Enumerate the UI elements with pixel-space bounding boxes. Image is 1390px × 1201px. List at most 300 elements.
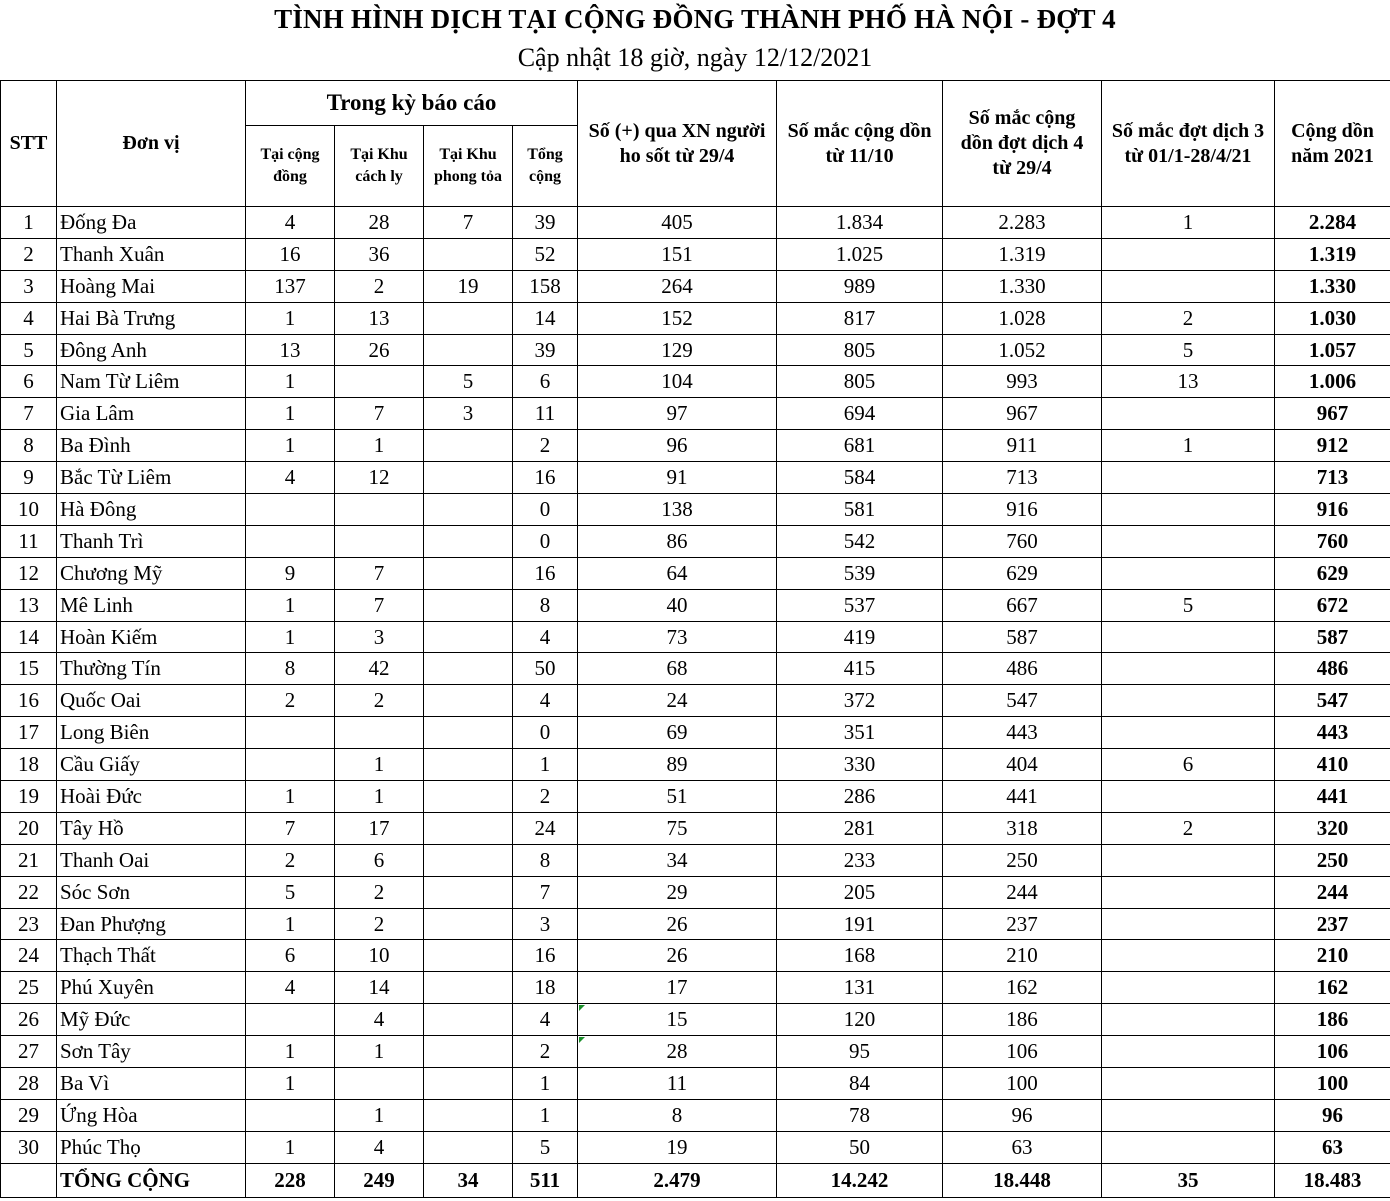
cell-fever-positive: 28: [578, 1036, 777, 1068]
cell-wave4-cumulative: 186: [943, 1004, 1102, 1036]
cell-subtotal: 16: [513, 557, 578, 589]
cell-lockdown: [424, 462, 513, 494]
cell-unit: Ba Đình: [57, 430, 246, 462]
cell-fever-positive: 51: [578, 781, 777, 813]
cell-wave3: 5: [1102, 589, 1275, 621]
cell-lockdown: 3: [424, 398, 513, 430]
cell-cumulative-1110: 1.834: [777, 207, 943, 239]
cell-stt: [1, 1163, 57, 1197]
cell-stt: 2: [1, 238, 57, 270]
cell-subtotal: 39: [513, 207, 578, 239]
cell-unit: Thường Tín: [57, 653, 246, 685]
cell-fever-positive: 89: [578, 749, 777, 781]
cell-stt: 29: [1, 1099, 57, 1131]
cell-cumulative-1110: 50: [777, 1131, 943, 1163]
cell-wave3: 35: [1102, 1163, 1275, 1197]
cell-year-total: 629: [1275, 557, 1390, 589]
cell-community: 5: [246, 876, 335, 908]
cell-wave3: [1102, 525, 1275, 557]
cell-wave3: [1102, 717, 1275, 749]
cell-unit: Thanh Trì: [57, 525, 246, 557]
header-fever-positive: Số (+) qua XN người ho sốt từ 29/4: [578, 81, 777, 207]
header-subtotal: Tổng cộng: [513, 126, 578, 207]
cell-isolation: 10: [335, 940, 424, 972]
cell-isolation: 1: [335, 781, 424, 813]
cell-community: 1: [246, 430, 335, 462]
table-row: [1, 1099, 1390, 1131]
cell-community: 1: [246, 1036, 335, 1068]
cell-isolation: 7: [335, 398, 424, 430]
cell-cumulative-1110: 805: [777, 366, 943, 398]
cell-fever-positive: 86: [578, 525, 777, 557]
cell-isolation: 42: [335, 653, 424, 685]
cell-wave4-cumulative: 162: [943, 972, 1102, 1004]
cell-cumulative-1110: 539: [777, 557, 943, 589]
cell-stt: 27: [1, 1036, 57, 1068]
cell-stt: 21: [1, 844, 57, 876]
cell-wave4-cumulative: 667: [943, 589, 1102, 621]
table-row: [1, 430, 1390, 462]
cell-unit: Hà Đông: [57, 494, 246, 526]
cell-fever-positive: 91: [578, 462, 777, 494]
cell-isolation: 3: [335, 621, 424, 653]
cell-wave4-cumulative: 629: [943, 557, 1102, 589]
cell-isolation: 7: [335, 589, 424, 621]
cell-isolation: 17: [335, 812, 424, 844]
cell-cumulative-1110: 694: [777, 398, 943, 430]
cell-cumulative-1110: 681: [777, 430, 943, 462]
cell-unit: Thanh Oai: [57, 844, 246, 876]
cell-wave4-cumulative: 210: [943, 940, 1102, 972]
cell-year-total: 320: [1275, 812, 1390, 844]
cell-unit: Chương Mỹ: [57, 557, 246, 589]
cell-subtotal: 18: [513, 972, 578, 1004]
cell-lockdown: [424, 525, 513, 557]
cell-subtotal: 0: [513, 494, 578, 526]
table-row: [1, 1004, 1390, 1036]
cell-year-total: 237: [1275, 908, 1390, 940]
cell-wave4-cumulative: 713: [943, 462, 1102, 494]
cell-year-total: 1.030: [1275, 302, 1390, 334]
cell-lockdown: 19: [424, 270, 513, 302]
header-wave3: Số mắc đợt dịch 3 từ 01/1-28/4/21: [1102, 81, 1275, 207]
cell-wave3: [1102, 1131, 1275, 1163]
cell-subtotal: 1: [513, 1099, 578, 1131]
cell-unit: Nam Từ Liêm: [57, 366, 246, 398]
cell-isolation: 2: [335, 908, 424, 940]
cell-wave3: [1102, 1036, 1275, 1068]
cell-subtotal: 2: [513, 430, 578, 462]
cell-stt: 15: [1, 653, 57, 685]
cell-unit: Gia Lâm: [57, 398, 246, 430]
table-row: [1, 685, 1390, 717]
cell-subtotal: 8: [513, 589, 578, 621]
cell-community: 4: [246, 972, 335, 1004]
cell-wave4-cumulative: 967: [943, 398, 1102, 430]
cell-community: 9: [246, 557, 335, 589]
cell-cumulative-1110: 330: [777, 749, 943, 781]
cell-wave4-cumulative: 760: [943, 525, 1102, 557]
table-row: [1, 812, 1390, 844]
cell-lockdown: [424, 1068, 513, 1100]
report-subtitle: Cập nhật 18 giờ, ngày 12/12/2021: [517, 43, 873, 72]
cell-fever-positive: 264: [578, 270, 777, 302]
cell-lockdown: [424, 494, 513, 526]
cell-cumulative-1110: 581: [777, 494, 943, 526]
cell-community: 8: [246, 653, 335, 685]
cell-wave4-cumulative: 441: [943, 781, 1102, 813]
header-lockdown: Tại Khu phong tỏa: [424, 126, 513, 207]
cell-lockdown: [424, 844, 513, 876]
cell-community: 1: [246, 366, 335, 398]
cell-fever-positive: 40: [578, 589, 777, 621]
cell-subtotal: 52: [513, 238, 578, 270]
table-row: [1, 238, 1390, 270]
cell-subtotal: 24: [513, 812, 578, 844]
cell-year-total: 100: [1275, 1068, 1390, 1100]
cell-cumulative-1110: 84: [777, 1068, 943, 1100]
cell-isolation: 1: [335, 749, 424, 781]
cell-stt: 4: [1, 302, 57, 334]
cell-fever-positive: 64: [578, 557, 777, 589]
cell-wave4-cumulative: 96: [943, 1099, 1102, 1131]
cell-fever-positive: 75: [578, 812, 777, 844]
cell-fever-positive: 68: [578, 653, 777, 685]
cell-wave4-cumulative: 916: [943, 494, 1102, 526]
cell-subtotal: 4: [513, 685, 578, 717]
cell-unit: Ba Vì: [57, 1068, 246, 1100]
cell-fever-positive: 97: [578, 398, 777, 430]
cell-wave3: [1102, 876, 1275, 908]
cell-stt: 1: [1, 207, 57, 239]
cell-isolation: 7: [335, 557, 424, 589]
cell-wave3: 2: [1102, 302, 1275, 334]
cell-stt: 18: [1, 749, 57, 781]
cell-wave4-cumulative: 100: [943, 1068, 1102, 1100]
cell-community: 1: [246, 781, 335, 813]
cell-cumulative-1110: 415: [777, 653, 943, 685]
cell-subtotal: 511: [513, 1163, 578, 1197]
total-row: [1, 1163, 1390, 1197]
cell-lockdown: 7: [424, 207, 513, 239]
table-row: [1, 908, 1390, 940]
cell-isolation: [335, 366, 424, 398]
cell-isolation: 2: [335, 876, 424, 908]
cell-cumulative-1110: 205: [777, 876, 943, 908]
cell-cumulative-1110: 78: [777, 1099, 943, 1131]
cell-community: [246, 717, 335, 749]
cell-subtotal: 2: [513, 1036, 578, 1068]
cell-lockdown: [424, 812, 513, 844]
cell-subtotal: 158: [513, 270, 578, 302]
cell-isolation: 13: [335, 302, 424, 334]
cell-wave3: [1102, 462, 1275, 494]
cell-fever-positive: 15: [578, 1004, 777, 1036]
cell-unit: Phú Xuyên: [57, 972, 246, 1004]
cell-subtotal: 1: [513, 749, 578, 781]
cell-subtotal: 16: [513, 940, 578, 972]
cell-unit: Đan Phượng: [57, 908, 246, 940]
cell-lockdown: [424, 557, 513, 589]
cell-subtotal: 6: [513, 366, 578, 398]
cell-fever-positive: 11: [578, 1068, 777, 1100]
cell-wave4-cumulative: 1.028: [943, 302, 1102, 334]
cell-cumulative-1110: 168: [777, 940, 943, 972]
cell-unit: Hai Bà Trưng: [57, 302, 246, 334]
cell-unit: Thanh Xuân: [57, 238, 246, 270]
cell-stt: 5: [1, 334, 57, 366]
table-row: [1, 398, 1390, 430]
cell-year-total: 441: [1275, 781, 1390, 813]
header-wave4-cumulative: Số mắc cộng dồn đợt dịch 4 từ 29/4: [943, 81, 1102, 207]
cell-unit: Bắc Từ Liêm: [57, 462, 246, 494]
cell-wave3: [1102, 1004, 1275, 1036]
cell-isolation: 4: [335, 1004, 424, 1036]
cell-stt: 14: [1, 621, 57, 653]
cell-community: 1: [246, 621, 335, 653]
cell-subtotal: 0: [513, 525, 578, 557]
cell-fever-positive: 24: [578, 685, 777, 717]
cell-lockdown: [424, 1004, 513, 1036]
cell-error-indicator: [579, 1037, 585, 1043]
cell-unit: Hoài Đức: [57, 781, 246, 813]
cell-isolation: 1: [335, 430, 424, 462]
header-year-total: Cộng dồn năm 2021: [1275, 81, 1390, 207]
cell-community: 1: [246, 1131, 335, 1163]
cell-cumulative-1110: 584: [777, 462, 943, 494]
cell-cumulative-1110: 233: [777, 844, 943, 876]
cell-cumulative-1110: 95: [777, 1036, 943, 1068]
cell-subtotal: 8: [513, 844, 578, 876]
table-row: [1, 302, 1390, 334]
cell-lockdown: [424, 781, 513, 813]
cell-lockdown: [424, 334, 513, 366]
cell-wave3: [1102, 781, 1275, 813]
cell-unit: TỔNG CỘNG: [57, 1163, 246, 1197]
table-row: [1, 494, 1390, 526]
cell-wave3: 1: [1102, 430, 1275, 462]
cell-community: 4: [246, 462, 335, 494]
cell-year-total: 967: [1275, 398, 1390, 430]
report-title: TÌNH HÌNH DỊCH TẠI CỘNG ĐỒNG THÀNH PHỐ HÀ NỘI - ĐỢT 4: [274, 4, 1116, 34]
cell-isolation: 28: [335, 207, 424, 239]
header-report-group: Trong kỳ báo cáo: [246, 81, 578, 126]
cell-community: 16: [246, 238, 335, 270]
cell-cumulative-1110: 191: [777, 908, 943, 940]
cell-community: 6: [246, 940, 335, 972]
cell-fever-positive: 26: [578, 908, 777, 940]
cell-cumulative-1110: 817: [777, 302, 943, 334]
cell-stt: 12: [1, 557, 57, 589]
cell-year-total: 1.006: [1275, 366, 1390, 398]
cell-unit: Hoàng Mai: [57, 270, 246, 302]
cell-year-total: 410: [1275, 749, 1390, 781]
cell-year-total: 2.284: [1275, 207, 1390, 239]
cell-wave3: [1102, 557, 1275, 589]
cell-isolation: 2: [335, 270, 424, 302]
cell-subtotal: 39: [513, 334, 578, 366]
cell-subtotal: 7: [513, 876, 578, 908]
cell-cumulative-1110: 989: [777, 270, 943, 302]
cell-stt: 6: [1, 366, 57, 398]
table-row: [1, 462, 1390, 494]
table-row: [1, 207, 1390, 239]
cell-community: 137: [246, 270, 335, 302]
cell-isolation: 36: [335, 238, 424, 270]
table-row: [1, 1036, 1390, 1068]
cell-wave3: 5: [1102, 334, 1275, 366]
cell-stt: 3: [1, 270, 57, 302]
cell-wave4-cumulative: 244: [943, 876, 1102, 908]
cell-unit: Quốc Oai: [57, 685, 246, 717]
cell-stt: 23: [1, 908, 57, 940]
cell-wave3: [1102, 1099, 1275, 1131]
cell-wave3: 6: [1102, 749, 1275, 781]
cell-wave4-cumulative: 547: [943, 685, 1102, 717]
cell-lockdown: [424, 589, 513, 621]
cell-year-total: 916: [1275, 494, 1390, 526]
cell-year-total: 186: [1275, 1004, 1390, 1036]
cell-lockdown: [424, 1131, 513, 1163]
table-body: [1, 207, 1390, 1198]
cell-wave3: 2: [1102, 812, 1275, 844]
cell-wave4-cumulative: 911: [943, 430, 1102, 462]
cell-unit: Sóc Sơn: [57, 876, 246, 908]
cell-wave3: [1102, 844, 1275, 876]
cell-stt: 25: [1, 972, 57, 1004]
cell-cumulative-1110: 542: [777, 525, 943, 557]
cell-fever-positive: 34: [578, 844, 777, 876]
cell-subtotal: 14: [513, 302, 578, 334]
cell-stt: 11: [1, 525, 57, 557]
cell-community: 1: [246, 908, 335, 940]
cell-fever-positive: 2.479: [578, 1163, 777, 1197]
cell-stt: 10: [1, 494, 57, 526]
cell-lockdown: [424, 717, 513, 749]
cell-subtotal: 0: [513, 717, 578, 749]
cell-wave3: [1102, 972, 1275, 1004]
cell-community: [246, 749, 335, 781]
cell-stt: 13: [1, 589, 57, 621]
cell-community: 1: [246, 1068, 335, 1100]
cell-wave4-cumulative: 18.448: [943, 1163, 1102, 1197]
table-row: [1, 334, 1390, 366]
cell-year-total: 1.330: [1275, 270, 1390, 302]
cell-year-total: 443: [1275, 717, 1390, 749]
cell-isolation: [335, 1068, 424, 1100]
cell-fever-positive: 138: [578, 494, 777, 526]
cell-wave3: [1102, 908, 1275, 940]
cell-lockdown: [424, 653, 513, 685]
cell-cumulative-1110: 805: [777, 334, 943, 366]
cell-wave4-cumulative: 106: [943, 1036, 1102, 1068]
cell-unit: Đống Đa: [57, 207, 246, 239]
cell-subtotal: 16: [513, 462, 578, 494]
cell-lockdown: [424, 430, 513, 462]
cell-fever-positive: 129: [578, 334, 777, 366]
cell-cumulative-1110: 419: [777, 621, 943, 653]
cell-lockdown: 5: [424, 366, 513, 398]
cell-fever-positive: 29: [578, 876, 777, 908]
cell-subtotal: 50: [513, 653, 578, 685]
cell-wave4-cumulative: 318: [943, 812, 1102, 844]
table-row: [1, 270, 1390, 302]
cell-fever-positive: 8: [578, 1099, 777, 1131]
cell-wave4-cumulative: 2.283: [943, 207, 1102, 239]
cell-wave4-cumulative: 1.319: [943, 238, 1102, 270]
cell-lockdown: [424, 749, 513, 781]
table-row: [1, 366, 1390, 398]
cell-stt: 19: [1, 781, 57, 813]
table-row: [1, 844, 1390, 876]
cell-subtotal: 5: [513, 1131, 578, 1163]
cell-lockdown: [424, 1099, 513, 1131]
cell-wave3: 1: [1102, 207, 1275, 239]
cell-community: 13: [246, 334, 335, 366]
cell-wave4-cumulative: 237: [943, 908, 1102, 940]
cell-stt: 16: [1, 685, 57, 717]
cell-cumulative-1110: 372: [777, 685, 943, 717]
cell-community: 1: [246, 398, 335, 430]
table-row: [1, 1068, 1390, 1100]
table-row: [1, 940, 1390, 972]
cell-wave3: [1102, 685, 1275, 717]
cell-unit: Cầu Giấy: [57, 749, 246, 781]
cell-fever-positive: 73: [578, 621, 777, 653]
cell-subtotal: 3: [513, 908, 578, 940]
cell-wave4-cumulative: 587: [943, 621, 1102, 653]
cell-wave4-cumulative: 63: [943, 1131, 1102, 1163]
cell-cumulative-1110: 537: [777, 589, 943, 621]
cell-year-total: 96: [1275, 1099, 1390, 1131]
cell-wave3: [1102, 1068, 1275, 1100]
table-header: [1, 81, 1390, 207]
cell-lockdown: [424, 238, 513, 270]
cell-stt: 8: [1, 430, 57, 462]
cell-year-total: 162: [1275, 972, 1390, 1004]
cell-isolation: 12: [335, 462, 424, 494]
cell-cumulative-1110: 286: [777, 781, 943, 813]
cell-isolation: 26: [335, 334, 424, 366]
cell-cumulative-1110: 1.025: [777, 238, 943, 270]
cell-stt: 20: [1, 812, 57, 844]
cell-community: [246, 494, 335, 526]
cell-unit: Thạch Thất: [57, 940, 246, 972]
cell-year-total: 1.057: [1275, 334, 1390, 366]
table-row: [1, 1131, 1390, 1163]
cell-wave4-cumulative: 486: [943, 653, 1102, 685]
table-row: [1, 749, 1390, 781]
cell-unit: Đông Anh: [57, 334, 246, 366]
cell-wave3: [1102, 494, 1275, 526]
cell-year-total: 63: [1275, 1131, 1390, 1163]
cell-fever-positive: 104: [578, 366, 777, 398]
cell-year-total: 486: [1275, 653, 1390, 685]
cell-subtotal: 11: [513, 398, 578, 430]
cell-wave4-cumulative: 443: [943, 717, 1102, 749]
cell-wave4-cumulative: 993: [943, 366, 1102, 398]
table-row: [1, 653, 1390, 685]
cell-community: 1: [246, 302, 335, 334]
cell-lockdown: 34: [424, 1163, 513, 1197]
cell-wave4-cumulative: 250: [943, 844, 1102, 876]
cell-stt: 24: [1, 940, 57, 972]
cell-community: [246, 1099, 335, 1131]
table-row: [1, 557, 1390, 589]
header-community: Tại cộng đồng: [246, 126, 335, 207]
cell-stt: 7: [1, 398, 57, 430]
table-row: [1, 525, 1390, 557]
